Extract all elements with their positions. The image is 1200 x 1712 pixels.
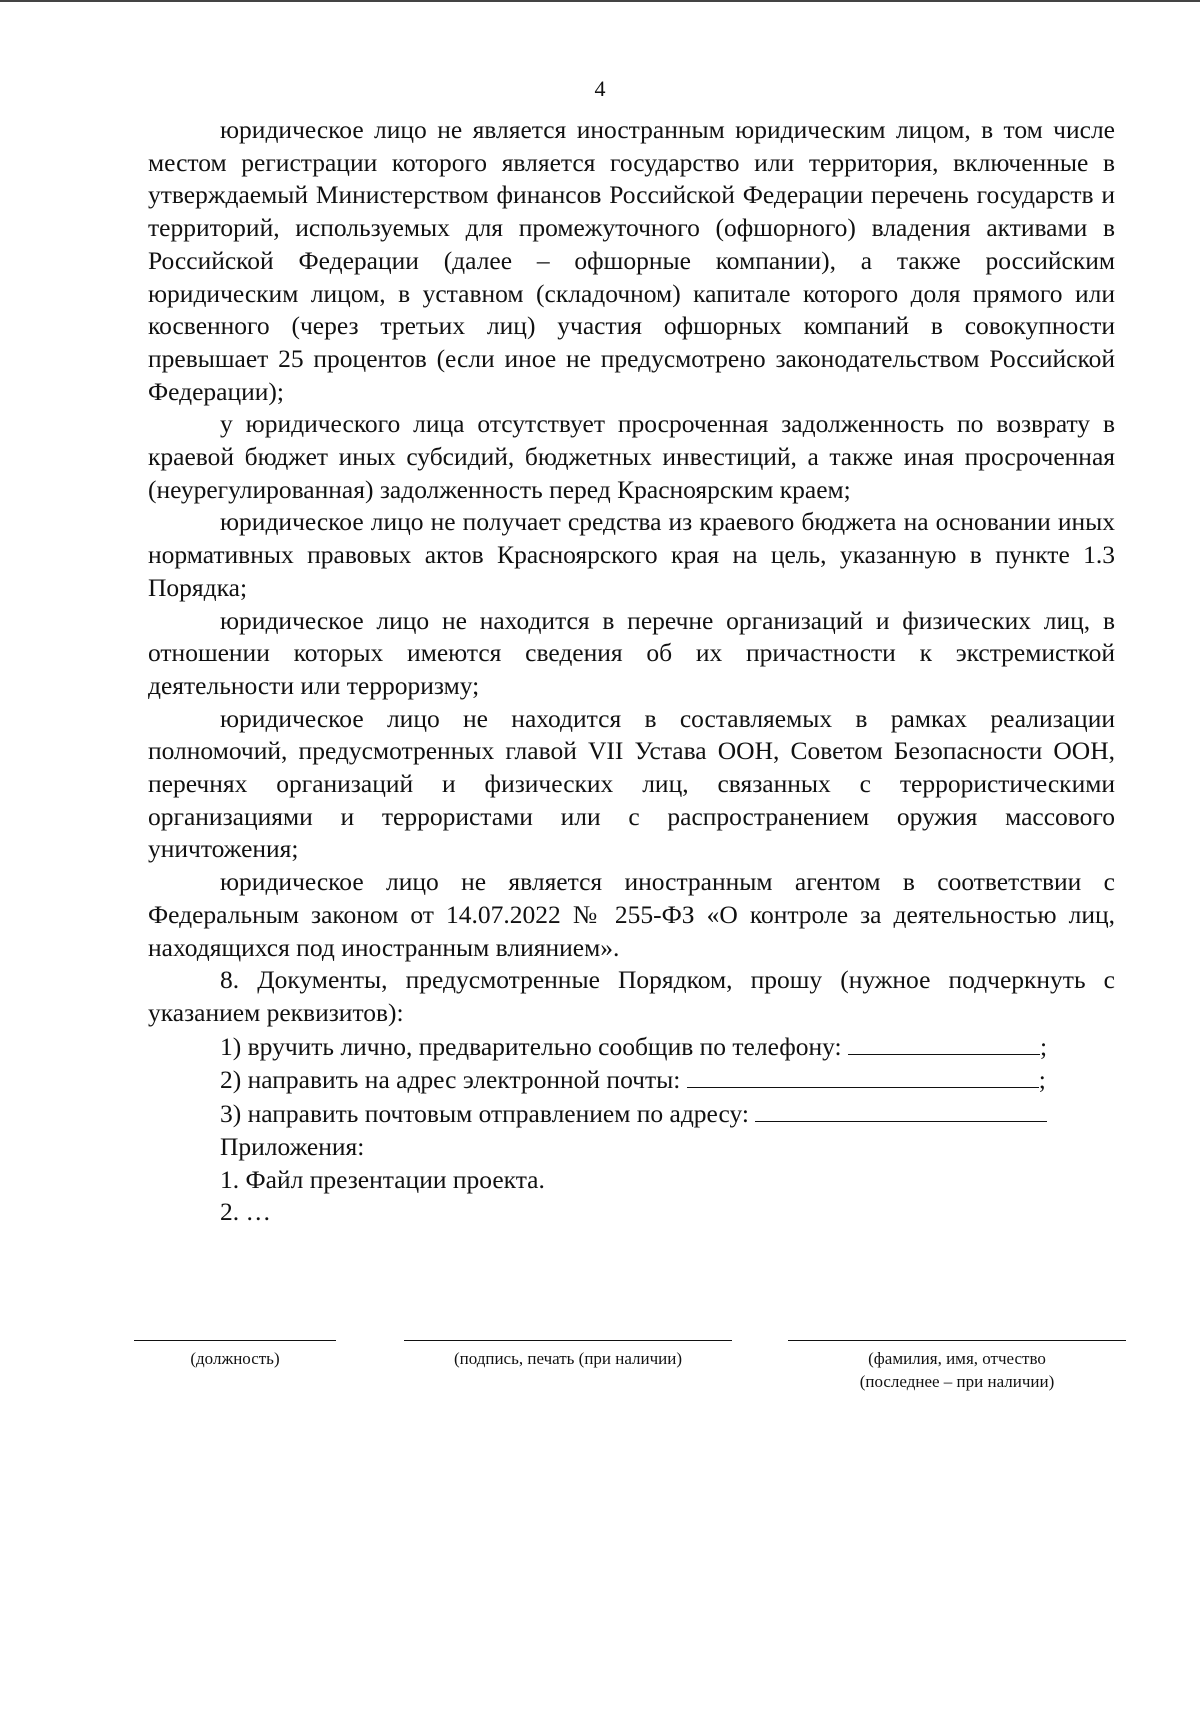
paragraph-foreign-agent: юридическое лицо не является иностранным агентом в соответствии с Федеральным законом от 14.07.2022 № 255-ФЗ «О контроле за деятельностью лиц, находящихся под иностранным влиянием». (148, 867, 1115, 962)
address-blank-field[interactable] (755, 1097, 1047, 1122)
paragraph-debt: у юридического лица отсутствует просроченная задолженность по возврату в краевой бюджет иных субсидий, бюджетных инвестиций, а также иная просроченная (неурегулированная) задолженность перед Красноярским краем; (148, 409, 1115, 504)
paragraph-extremism: юридическое лицо не находится в перечне организаций и физических лиц, в отношении которых имеются сведения об их причастности к экстремисткой деятельности или терроризму; (148, 605, 1115, 700)
document-body (148, 114, 1115, 1229)
signature-line[interactable] (404, 1340, 732, 1341)
position-label: (должность) (190, 1349, 280, 1368)
paragraph-un-lists: юридическое лицо не находится в составляемых в рамках реализации полномочий, предусмотренных главой VII Устава ООН, Советом Безопасности ООН, перечнях организаций и физических лиц, связанных с террористическими организациями и террористами или с распространением оружия массового уничтожения; (148, 703, 1115, 864)
attachments-heading: Приложения: (220, 1131, 365, 1161)
signature-position (134, 1340, 336, 1370)
name-label-line2: (последнее – при наличии) (859, 1372, 1055, 1391)
signature-sign (404, 1340, 732, 1370)
email-blank-field[interactable] (687, 1063, 1039, 1088)
delivery-option-email (148, 1063, 1115, 1097)
delivery-option-in-person-label: 1) вручить лично, предварительно сообщив по телефону: (220, 1031, 842, 1061)
delivery-option-email-end: ; (1038, 1065, 1046, 1095)
phone-blank-field[interactable] (848, 1030, 1040, 1055)
signature-label: (подпись, печать (при наличии) (453, 1349, 683, 1368)
delivery-option-in-person-end: ; (1040, 1031, 1048, 1061)
name-label-line1: (фамилия, имя, отчество (868, 1349, 1046, 1368)
delivery-option-post (148, 1097, 1115, 1131)
page-number: 4 (594, 76, 606, 101)
paragraph-offshore: юридическое лицо не является иностранным юридическим лицом, в том числе местом регистрации которого является государство или территория, включенные в утверждаемый Министерством финансов Российской Федерации перечень государств и территорий, используемых для промежуточного (офшорного) владения активами в Российской Федерации (далее – офшорные компании), а также российским юридическим лицом, в уставном (складочном) капитале которого доля прямого или косвенного (через третьих лиц) участия офшорных компаний в совокупности превышает 25 процентов (если иное не предусмотрено законодательством Российской Федерации); (148, 115, 1115, 406)
paragraph-documents: 8. Документы, предусмотренные Порядком, прошу (нужное подчеркнуть с указанием реквизитов): (148, 965, 1115, 1027)
scan-edge (0, 0, 1200, 2)
delivery-option-email-label: 2) направить на адрес электронной почты: (220, 1065, 681, 1095)
attachment-item-1: 1. Файл презентации проекта. (220, 1164, 545, 1194)
delivery-option-post-label: 3) направить почтовым отправлением по адресу: (220, 1099, 749, 1129)
signature-name (788, 1340, 1126, 1393)
paragraph-other-funds: юридическое лицо не получает средства из краевого бюджета на основании иных нормативных правовых актов Красноярского края на цель, указанную в пункте 1.3 Порядка; (148, 507, 1115, 602)
name-line[interactable] (788, 1340, 1126, 1341)
attachment-item-2: 2. … (220, 1197, 271, 1227)
position-line[interactable] (134, 1340, 336, 1341)
delivery-option-in-person (148, 1030, 1115, 1064)
